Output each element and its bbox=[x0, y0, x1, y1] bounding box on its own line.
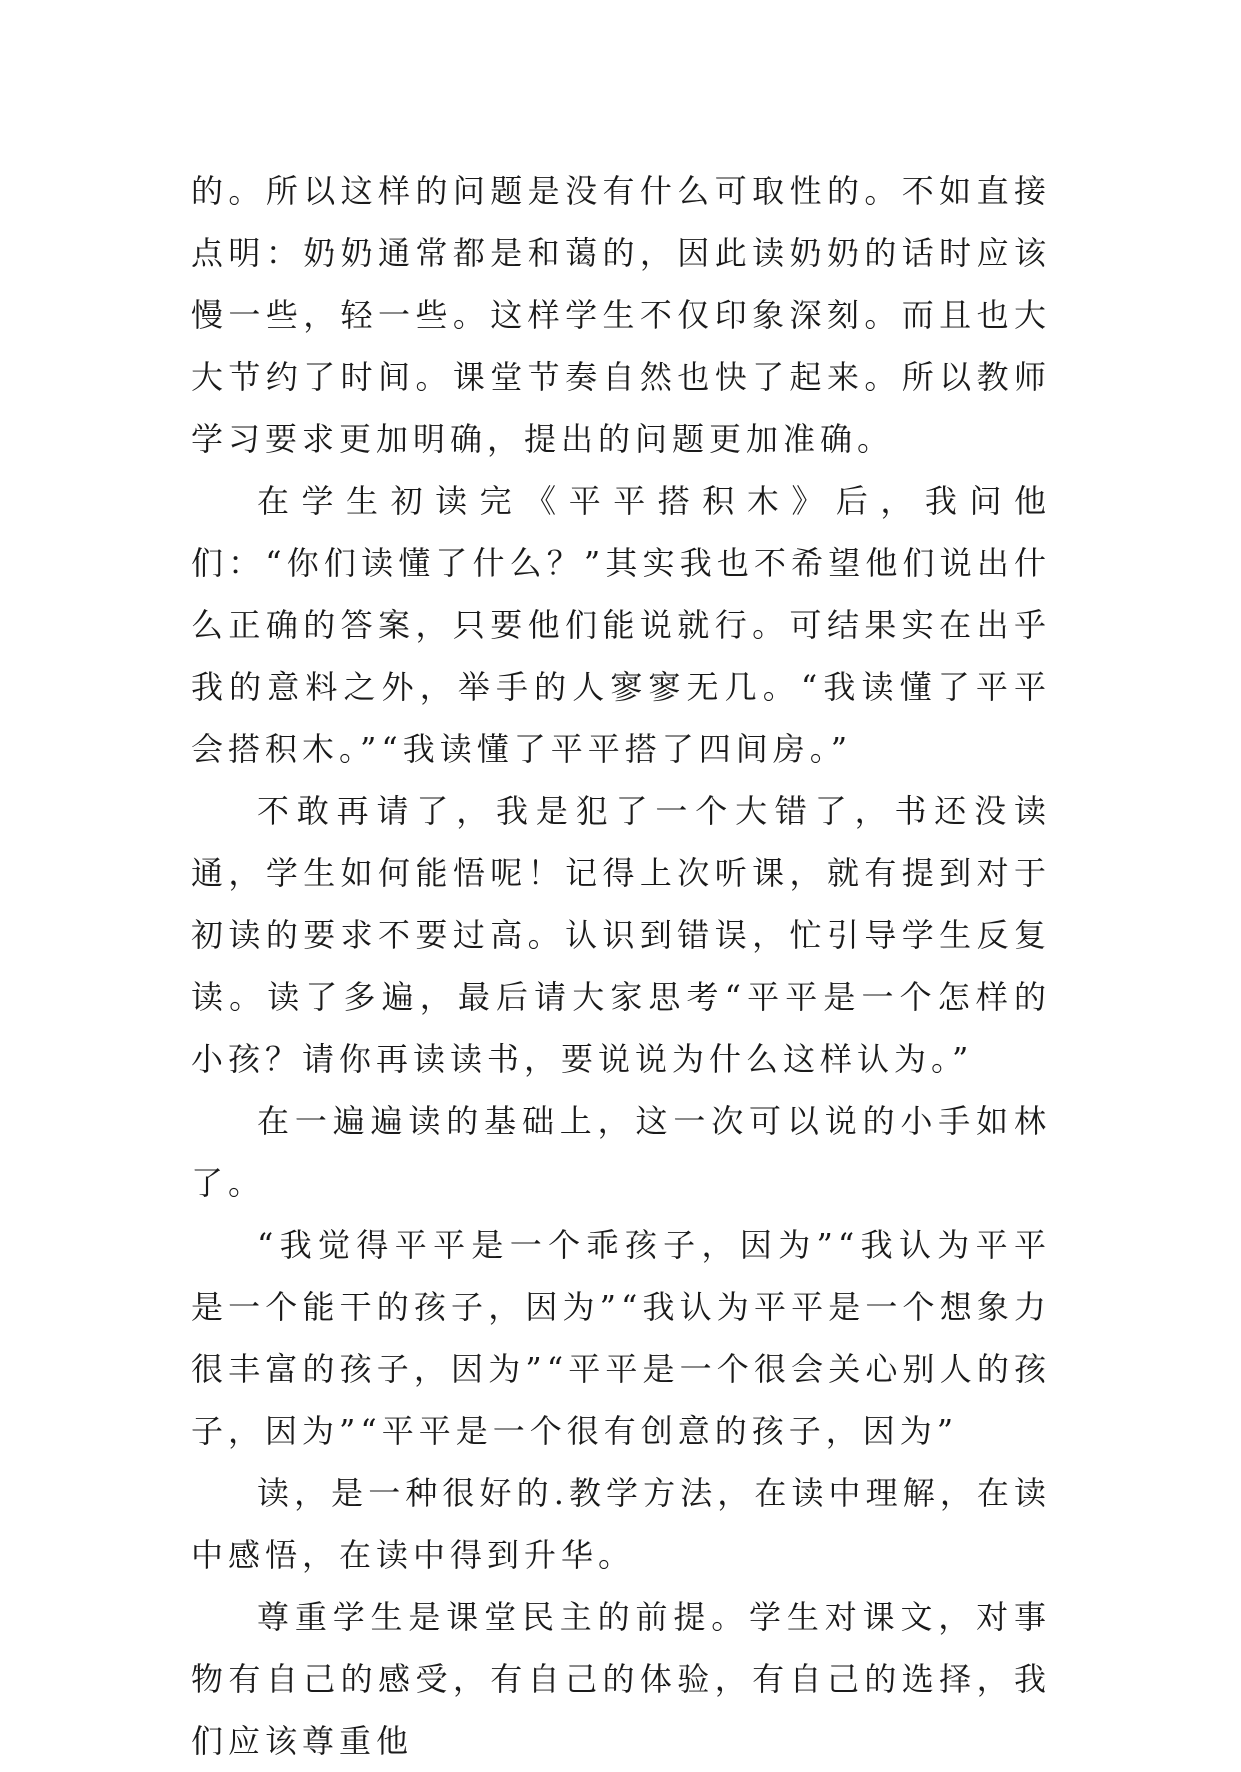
paragraph: 在一遍遍读的基础上，这一次可以说的小手如林了。 bbox=[191, 1102, 1051, 1202]
paragraph: 读，是一种很好的.教学方法，在读中理解，在读中感悟，在读中得到升华。 bbox=[191, 1474, 1051, 1574]
paragraph: 在学生初读完《平平搭积木》后，我问他们：“你们读懂了什么？”其实我也不希望他们说出什么正确的答案，只要他们能说就行。可结果实在出乎我的意料之外，举手的人寥寥无几。“我读懂了平平会搭积木。”“我读懂了平平搭了四间房。” bbox=[191, 482, 1051, 768]
paragraph: “我觉得平平是一个乖孩子，因为”“我认为平平是一个能干的孩子，因为”“我认为平平是一个想象力很丰富的孩子，因为”“平平是一个很会关心别人的孩子，因为”“平平是一个很有创意的孩子，因为” bbox=[191, 1226, 1051, 1450]
paragraph: 不敢再请了，我是犯了一个大错了，书还没读通，学生如何能悟呢！记得上次听课，就有提到对于初读的要求不要过高。认识到错误，忙引导学生反复读。读了多遍，最后请大家思考“平平是一个怎样的小孩？请你再读读书，要说说为什么这样认为。” bbox=[191, 792, 1051, 1078]
paragraph: 尊重学生是课堂民主的前提。学生对课文，对事物有自己的感受，有自己的体验，有自己的选择，我们应该尊重他 bbox=[191, 1598, 1051, 1760]
body-text bbox=[191, 160, 1051, 1772]
paragraph: 的。所以这样的问题是没有什么可取性的。不如直接点明：奶奶通常都是和蔼的，因此读奶奶的话时应该慢一些，轻一些。这样学生不仅印象深刻。而且也大大节约了时间。课堂节奏自然也快了起来。所以教师学习要求更加明确，提出的问题更加准确。 bbox=[191, 172, 1051, 458]
